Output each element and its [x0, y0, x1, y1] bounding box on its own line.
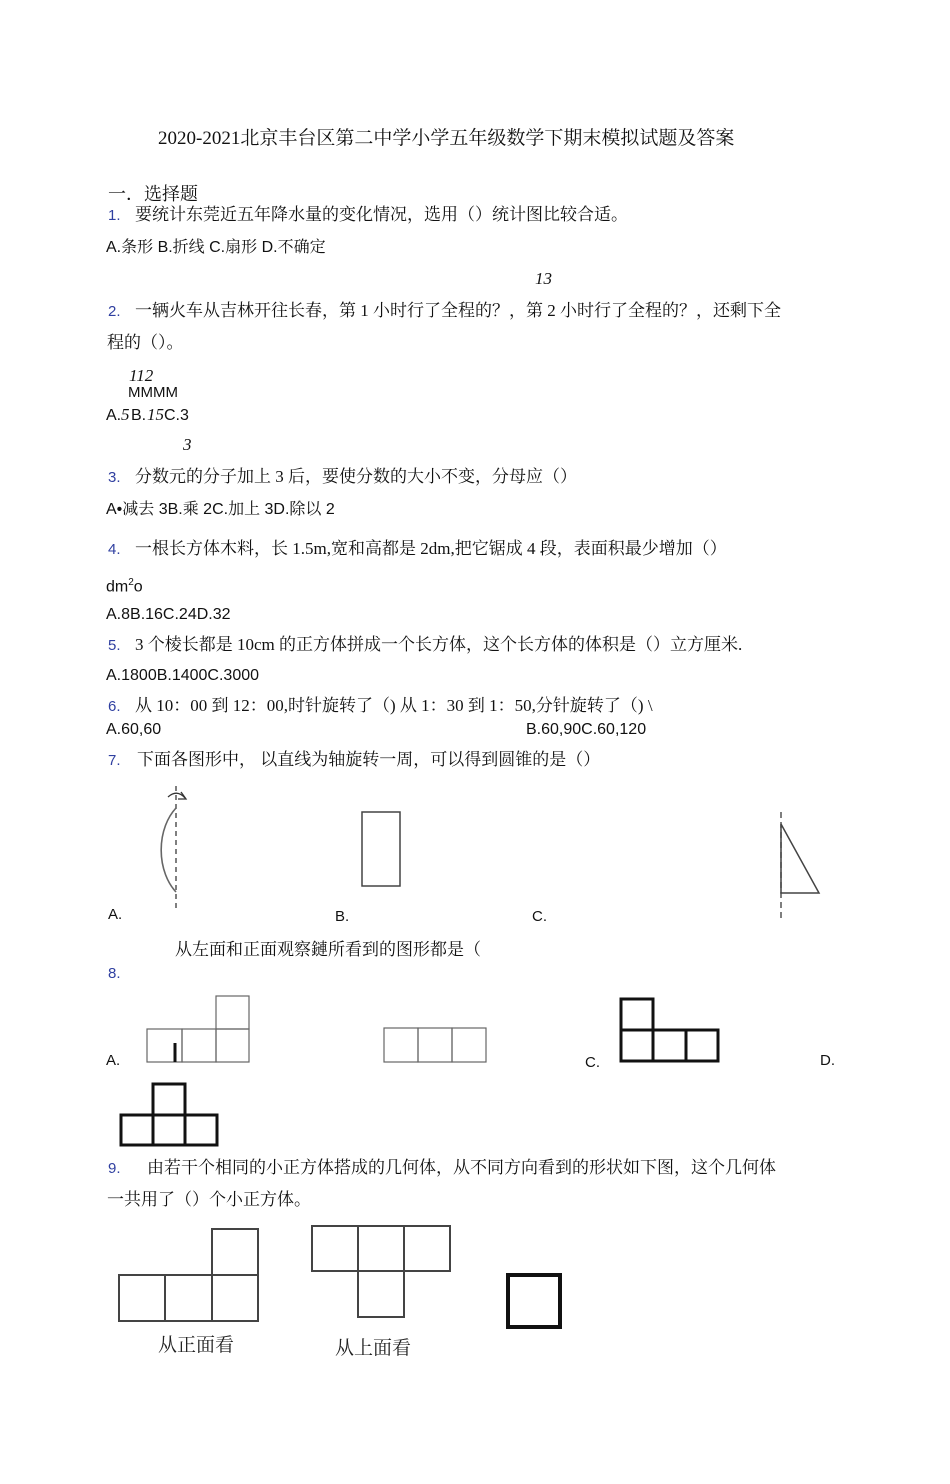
q2-option-a: A.	[106, 407, 122, 424]
q9-top-view	[308, 1222, 456, 1322]
q6-number: 6.	[108, 698, 121, 715]
q6-option-a: A.60,60	[106, 721, 162, 738]
q4-unit-main: dm	[106, 578, 129, 596]
q2-fraction-numerators-2: 112	[129, 366, 154, 385]
q4-text: 一根长方体木料，长 1.5m,宽和高都是 2dm,把它锯成 4 段，表面积最少增加（）	[135, 539, 727, 558]
q6-option-bc: B.60,90C.60,120	[526, 721, 647, 738]
section-heading: 一．选择题	[108, 184, 198, 204]
q7-figure-triangle	[772, 812, 826, 922]
q4-unit	[106, 573, 143, 597]
q5-number: 5.	[108, 637, 121, 654]
q2-option-a-value: 5	[121, 405, 130, 424]
q3-options: A•减去 3B.乘 2C.加上 3D.除以 2	[106, 501, 335, 518]
page-title: 2020-2021北京丰台区第二中学小学五年级数学下期末模拟试题及答案	[158, 128, 735, 149]
q4-unit-end: o	[133, 578, 143, 596]
q7-number: 7.	[108, 752, 121, 769]
q2-fraction-numerators: 13	[535, 269, 552, 288]
q8-figure-b	[382, 1026, 488, 1066]
q2-text-line1: 一辆火车从吉林开往长春，第 1 小时行了全程的？，第 2 小时行了全程的？，还剩下全	[135, 301, 781, 320]
q1-number: 1.	[108, 207, 121, 224]
q7-label-c: C.	[532, 908, 547, 925]
q9-front-view	[116, 1226, 266, 1326]
q8-figure-d	[118, 1082, 222, 1148]
q3-number: 3.	[108, 469, 121, 486]
q9-caption-top: 从上面看	[335, 1337, 412, 1359]
q2-fraction-denominator: 3	[183, 435, 192, 454]
q7-text: 下面各图形中， 以直线为轴旋转一周，可以得到圆锥的是（）	[137, 750, 601, 769]
q2-option-b: B.	[131, 407, 147, 424]
q8-text: 从左面和正面观察鏈所看到的图形都是（	[175, 940, 481, 959]
q2-option-b-value: 15	[147, 405, 164, 424]
q8-label-a: A.	[106, 1052, 121, 1069]
q9-caption-front: 从正面看	[158, 1334, 235, 1356]
q8-figure-a	[144, 995, 254, 1065]
q2-option-c: C.3	[164, 407, 189, 424]
q8-label-d: D.	[820, 1052, 835, 1069]
q9-text-line2: 一共用了（）个小正方体。	[107, 1190, 311, 1209]
q6-text: 从 10：00 到 12：00,时针旋转了（) 从 1：30 到 1：50,分针旋转了（) \	[135, 696, 653, 715]
q8-figure-c	[618, 996, 722, 1064]
q9-text-line1: 由若干个相同的小正方体搭成的几何体，从不同方向看到的形状如下图，这个几何体	[147, 1158, 776, 1177]
q1-text: 要统计东莞近五年降水量的变化情况，选用（）统计图比较合适。	[135, 205, 628, 224]
q9-side-view	[505, 1272, 565, 1332]
q7-figure-a-semicircle	[125, 786, 195, 914]
q7-label-b: B.	[335, 908, 350, 925]
q9-number: 9.	[108, 1160, 121, 1177]
q7-label-a: A.	[108, 906, 123, 923]
q5-text: 3 个棱长都是 10cm 的正方体拼成一个长方体，这个长方体的体积是（）立方厘米.	[135, 635, 743, 654]
q5-options: A.1800B.1400C.3000	[106, 667, 260, 684]
q7-figure-b-rectangle	[360, 810, 404, 890]
q8-number: 8.	[108, 965, 121, 982]
q2-fraction-bars: MMMM	[128, 384, 178, 401]
q1-options: A.条形 B.折线 C.扇形 D.不确定	[106, 239, 326, 256]
q2-text-line2: 程的（）。	[107, 333, 184, 352]
q4-options: A.8B.16C.24D.32	[106, 606, 231, 623]
q2-number: 2.	[108, 303, 121, 320]
q3-text: 分数元的分子加上 3 后，要使分数的大小不变，分母应（）	[135, 467, 577, 486]
q4-number: 4.	[108, 541, 121, 558]
q4-unit-superscript: 2	[128, 577, 134, 588]
q8-label-c: C.	[585, 1054, 600, 1071]
